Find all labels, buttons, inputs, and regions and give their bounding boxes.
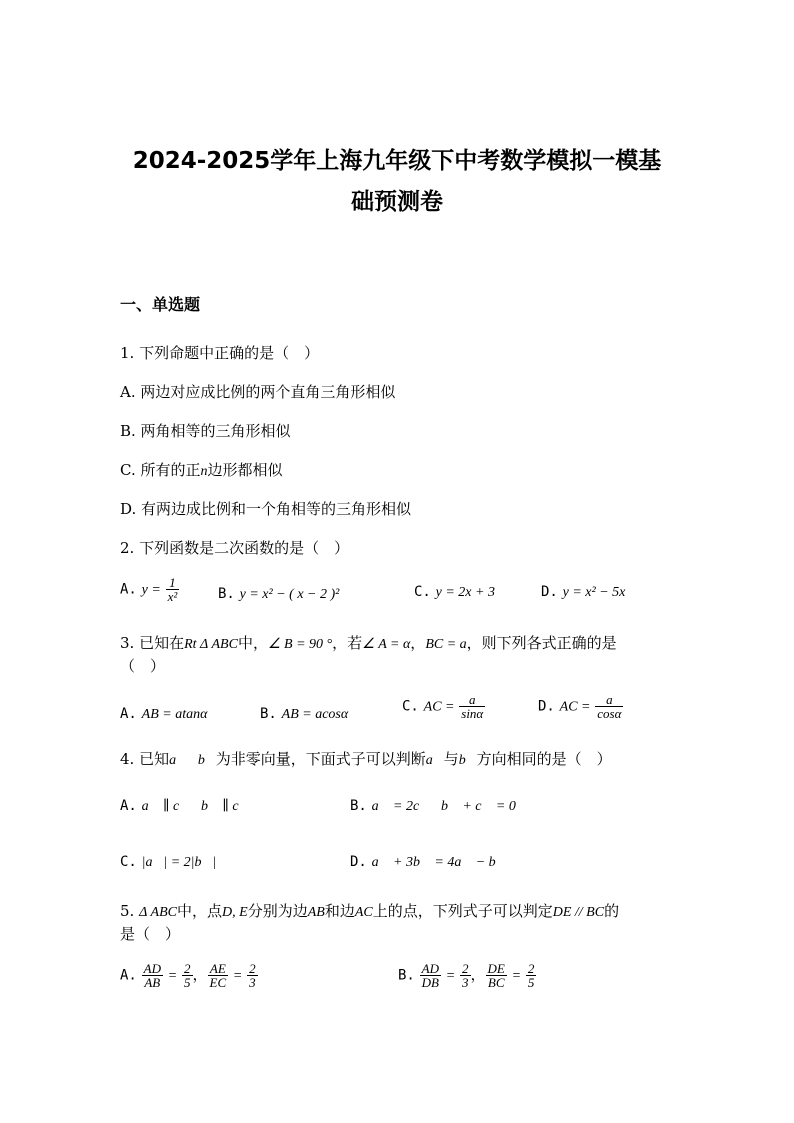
q3-stem-part: ， xyxy=(410,634,426,652)
q3-stem-part: 中， xyxy=(237,634,268,652)
q3-stem-line2: （ ） xyxy=(120,657,166,675)
q3-option-b xyxy=(260,704,348,723)
fraction-denominator: x² xyxy=(167,589,178,604)
q2-option-d xyxy=(541,582,625,601)
q1-option-b: B. 两角相等的三角形相似 xyxy=(120,422,291,440)
document-title-line1: 2024-2025学年上海九年级下中考数学模拟一模基 xyxy=(132,148,662,174)
q3-option-d-fraction xyxy=(595,693,623,720)
q4-stem-math: a⃗ xyxy=(425,753,444,768)
equals-sign: = xyxy=(511,968,522,984)
q4-stem-part: 为非零向量，下面式子可以判断 xyxy=(215,750,426,768)
fraction-numerator: AE xyxy=(208,962,229,976)
q2-option-a xyxy=(120,576,179,603)
fraction-numerator: 1 xyxy=(166,576,180,590)
q3-option-d-lhs: AC = xyxy=(559,699,591,715)
equals-sign: = xyxy=(232,968,243,984)
fraction-numerator: 2 xyxy=(249,961,256,976)
fraction xyxy=(208,962,229,989)
q3-option-b-label: B. xyxy=(260,706,277,722)
q3-option-a xyxy=(120,704,207,723)
q2-option-c xyxy=(414,582,495,601)
q1-option-d: D. 有两边成比例和一个角相等的三角形相似 xyxy=(120,500,412,518)
q4-stem xyxy=(120,748,612,769)
q3-stem-math: ∠ A = α xyxy=(362,637,411,652)
q3-option-d-label: D. xyxy=(538,698,555,715)
fraction-denominator: 5 xyxy=(184,975,191,990)
fraction-denominator: sinα xyxy=(461,706,484,721)
q4-option-a xyxy=(120,796,249,815)
q1-option-a: A. 两边对应成比例的两个直角三角形相似 xyxy=(120,383,396,401)
q5-stem-part: 中，点 xyxy=(177,902,223,920)
q5-stem-math: DE // BC xyxy=(552,905,605,920)
q1-option-c-post: 边形都相似 xyxy=(207,461,283,479)
q1-option-c xyxy=(120,459,283,480)
fraction xyxy=(247,962,258,989)
q2-option-d-expr: y = x² − 5x xyxy=(562,585,626,600)
fraction xyxy=(486,962,507,989)
q4-option-d-expr: a⃗ + 3b⃗ = 4a⃗ − b⃗ xyxy=(371,855,507,870)
equals-sign: = xyxy=(445,968,456,984)
q5-stem-part: 5. xyxy=(120,902,140,920)
q5-stem-part: 和边 xyxy=(324,902,355,920)
fraction xyxy=(142,962,163,989)
fraction-denominator: 3 xyxy=(462,975,469,990)
fraction-denominator: BC xyxy=(487,975,505,990)
q1-option-c-pre: C. 所有的正 xyxy=(120,461,201,479)
q4-stem-part: 方向相同的是（ ） xyxy=(476,750,612,768)
q5-option-b xyxy=(398,962,536,989)
fraction-denominator: cosα xyxy=(597,706,622,721)
q5-stem-part: 分别为边 xyxy=(247,902,308,920)
fraction-numerator: a xyxy=(459,693,485,707)
q4-option-a-expr: a⃗ ∥ c⃗，b⃗ ∥ c⃗ xyxy=(141,799,250,814)
q4-stem-math: a⃗，b⃗ xyxy=(169,753,216,768)
q2-option-b xyxy=(218,584,339,603)
q3-stem-math: Rt Δ ABC xyxy=(184,637,238,652)
q5-option-b-label: B. xyxy=(398,967,415,984)
q5-stem-math: AB xyxy=(307,905,325,920)
fraction-numerator: 2 xyxy=(462,961,469,976)
q4-stem-part: 4. 已知 xyxy=(120,750,170,768)
q5-stem-line2: 是（ ） xyxy=(120,925,181,943)
q4-stem-part: 与 xyxy=(443,750,459,768)
q3-stem xyxy=(120,632,617,653)
fraction-numerator: 2 xyxy=(527,961,535,976)
q2-option-c-label: C. xyxy=(414,584,431,600)
fraction-numerator: AD xyxy=(143,961,161,976)
section-heading: 一、单选题 xyxy=(120,295,201,314)
q4-option-c xyxy=(120,852,216,871)
fraction xyxy=(460,962,471,989)
fraction-numerator: DE xyxy=(487,961,505,976)
q2-option-a-label: A. xyxy=(120,581,137,598)
q3-option-a-label: A. xyxy=(120,706,137,722)
q2-option-c-expr: y = 2x + 3 xyxy=(435,585,495,600)
equals-sign: = xyxy=(167,968,178,984)
q4-option-b xyxy=(350,796,527,815)
q5-stem-part: 的 xyxy=(604,902,620,920)
q4-option-c-expr: |a⃗| = 2|b⃗| xyxy=(141,855,217,870)
separator: ， xyxy=(192,965,208,984)
fraction-denominator: 3 xyxy=(249,975,256,990)
q5-stem-part: 上的点，下列式子可以判定 xyxy=(372,902,553,920)
fraction xyxy=(182,962,193,989)
q5-option-a-label: A. xyxy=(120,967,137,984)
q3-option-b-expr: AB = acosα xyxy=(281,707,349,722)
q3-stem-math: BC = a xyxy=(425,637,467,652)
q4-stem-math: b⃗ xyxy=(458,753,477,768)
q4-option-a-label: A. xyxy=(120,798,137,814)
q4-option-b-expr: a⃗ = 2c⃗，b⃗ + c⃗ = 0⃗ xyxy=(371,799,527,814)
q3-option-d xyxy=(538,693,623,720)
q3-option-a-expr: AB = atanα xyxy=(141,707,208,722)
q1-option-c-var: n xyxy=(200,464,208,479)
q4-option-b-label: B. xyxy=(350,798,367,814)
q3-option-c-fraction xyxy=(459,693,485,720)
q4-option-d xyxy=(350,852,507,871)
q2-option-b-label: B. xyxy=(218,586,235,602)
document-title-line2: 础预测卷 xyxy=(351,189,443,215)
q2-stem: 2. 下列函数是二次函数的是（ ） xyxy=(120,539,350,557)
q4-option-c-label: C. xyxy=(120,854,137,870)
fraction-denominator: DB xyxy=(421,975,439,990)
q2-option-d-label: D. xyxy=(541,584,558,600)
q3-stem-part: ，则下列各式正确的是 xyxy=(466,634,617,652)
q5-option-a xyxy=(120,962,258,989)
q4-option-d-label: D. xyxy=(350,854,367,870)
fraction-numerator: 2 xyxy=(184,961,191,976)
q3-stem-part: ，若 xyxy=(332,634,363,652)
fraction-denominator: AB xyxy=(144,975,161,990)
q3-option-c-lhs: AC = xyxy=(423,699,455,715)
fraction xyxy=(420,962,441,989)
fraction-numerator: AD xyxy=(421,961,439,976)
q2-option-a-lhs: y = xyxy=(141,582,161,598)
separator: ， xyxy=(470,965,486,984)
q3-stem-math: ∠ B = 90 ° xyxy=(267,637,333,652)
q3-option-c-label: C. xyxy=(402,698,419,715)
q5-stem-math: D, E xyxy=(222,905,248,920)
fraction-denominator: 5 xyxy=(527,975,535,990)
fraction-numerator: a xyxy=(595,693,623,707)
q2-option-a-fraction xyxy=(166,576,180,603)
q3-stem-part: 3. 已知在 xyxy=(120,634,185,652)
fraction xyxy=(526,962,537,989)
fraction-denominator: EC xyxy=(209,975,227,990)
q2-option-b-expr: y = x² − ( x − 2 )² xyxy=(239,587,340,602)
q1-stem: 1. 下列命题中正确的是（ ） xyxy=(120,344,320,362)
q3-option-c xyxy=(402,693,485,720)
q5-stem-math: AC xyxy=(354,905,373,920)
q5-stem xyxy=(120,900,619,921)
q5-stem-math: Δ ABC xyxy=(139,905,177,920)
